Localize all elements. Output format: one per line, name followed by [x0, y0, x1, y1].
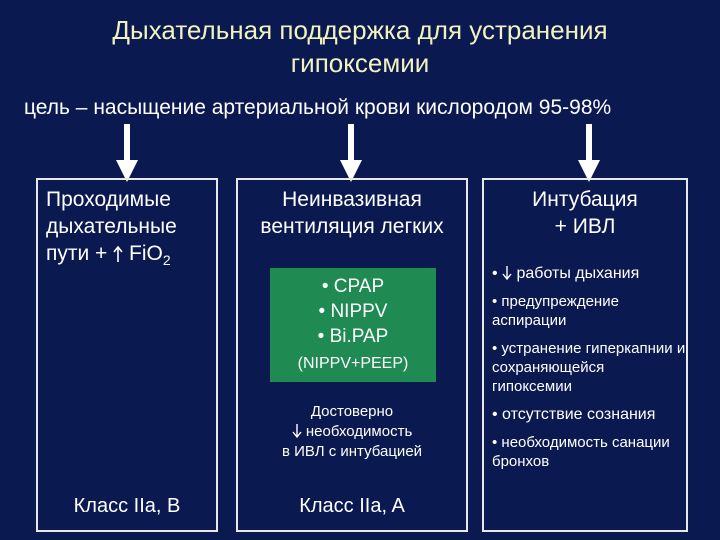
niv-title-line-2: вентиляция легких — [260, 215, 444, 238]
mode-cpap: • CPAP — [321, 276, 385, 297]
niv-modes-box — [270, 268, 436, 382]
decrease-arrow-icon — [502, 266, 512, 280]
goal-text: цель – насыщение артериальной крови кислородом 95-98% — [24, 96, 612, 119]
airway-box — [36, 178, 218, 532]
mode-bipap: • Bi.PAP — [317, 326, 389, 347]
airway-text — [46, 186, 177, 274]
increase-arrow-icon — [113, 246, 123, 262]
airway-class: Класс IIa, B — [73, 495, 181, 517]
indication-item: • необходимость санации бронхов — [492, 434, 670, 470]
niv-note-line-1: Достоверно — [310, 403, 394, 420]
fio2-sub: 2 — [162, 252, 171, 269]
niv-note-line-3: в ИВЛ с интубацией — [281, 443, 423, 460]
niv-note-line-2-text: необходимость — [305, 423, 413, 440]
down-arrow-3-icon — [578, 124, 600, 182]
slide-title — [0, 14, 720, 80]
intubation-title-line-1: Интубация — [532, 188, 638, 211]
down-arrow-1-icon — [116, 124, 138, 182]
fio2-main: FiO — [129, 242, 163, 265]
airway-line-3-prefix: пути + — [46, 242, 114, 265]
airway-line-2: дыхательные — [46, 215, 177, 238]
intubation-title-line-2: + ИВЛ — [554, 215, 616, 238]
indication-text: работы дыхания — [512, 265, 640, 282]
niv-box — [236, 178, 468, 532]
airway-line-1: Проходимые — [46, 188, 171, 211]
niv-class: Класс IIa, A — [299, 495, 405, 517]
intubation-title — [484, 186, 686, 240]
niv-title — [238, 186, 466, 240]
mode-nippv: • NIPPV — [318, 301, 388, 322]
niv-title-line-1: Неинвазивная — [282, 188, 422, 211]
indication-item: • предупреждение аспирации — [492, 293, 619, 329]
decrease-arrow-icon — [292, 424, 302, 438]
intubation-box — [482, 178, 688, 532]
indication-item — [492, 264, 686, 283]
mode-bipap-detail: (NIPPV+PEEP) — [297, 355, 409, 372]
title-line-1: Дыхательная поддержка для устранения — [112, 15, 608, 45]
down-arrow-2-icon — [340, 124, 362, 182]
niv-note-line-2 — [238, 422, 466, 442]
intubation-indications — [492, 264, 686, 480]
airway-line-3 — [46, 240, 177, 274]
indication-bullet: • — [492, 265, 503, 282]
indication-item: • отсутствие сознания — [492, 406, 656, 423]
title-line-2: гипоксемии — [290, 48, 430, 78]
niv-note — [238, 402, 466, 462]
indication-item: • устранение гиперкапнии и сохраняющейся гипоксемии — [492, 340, 686, 395]
